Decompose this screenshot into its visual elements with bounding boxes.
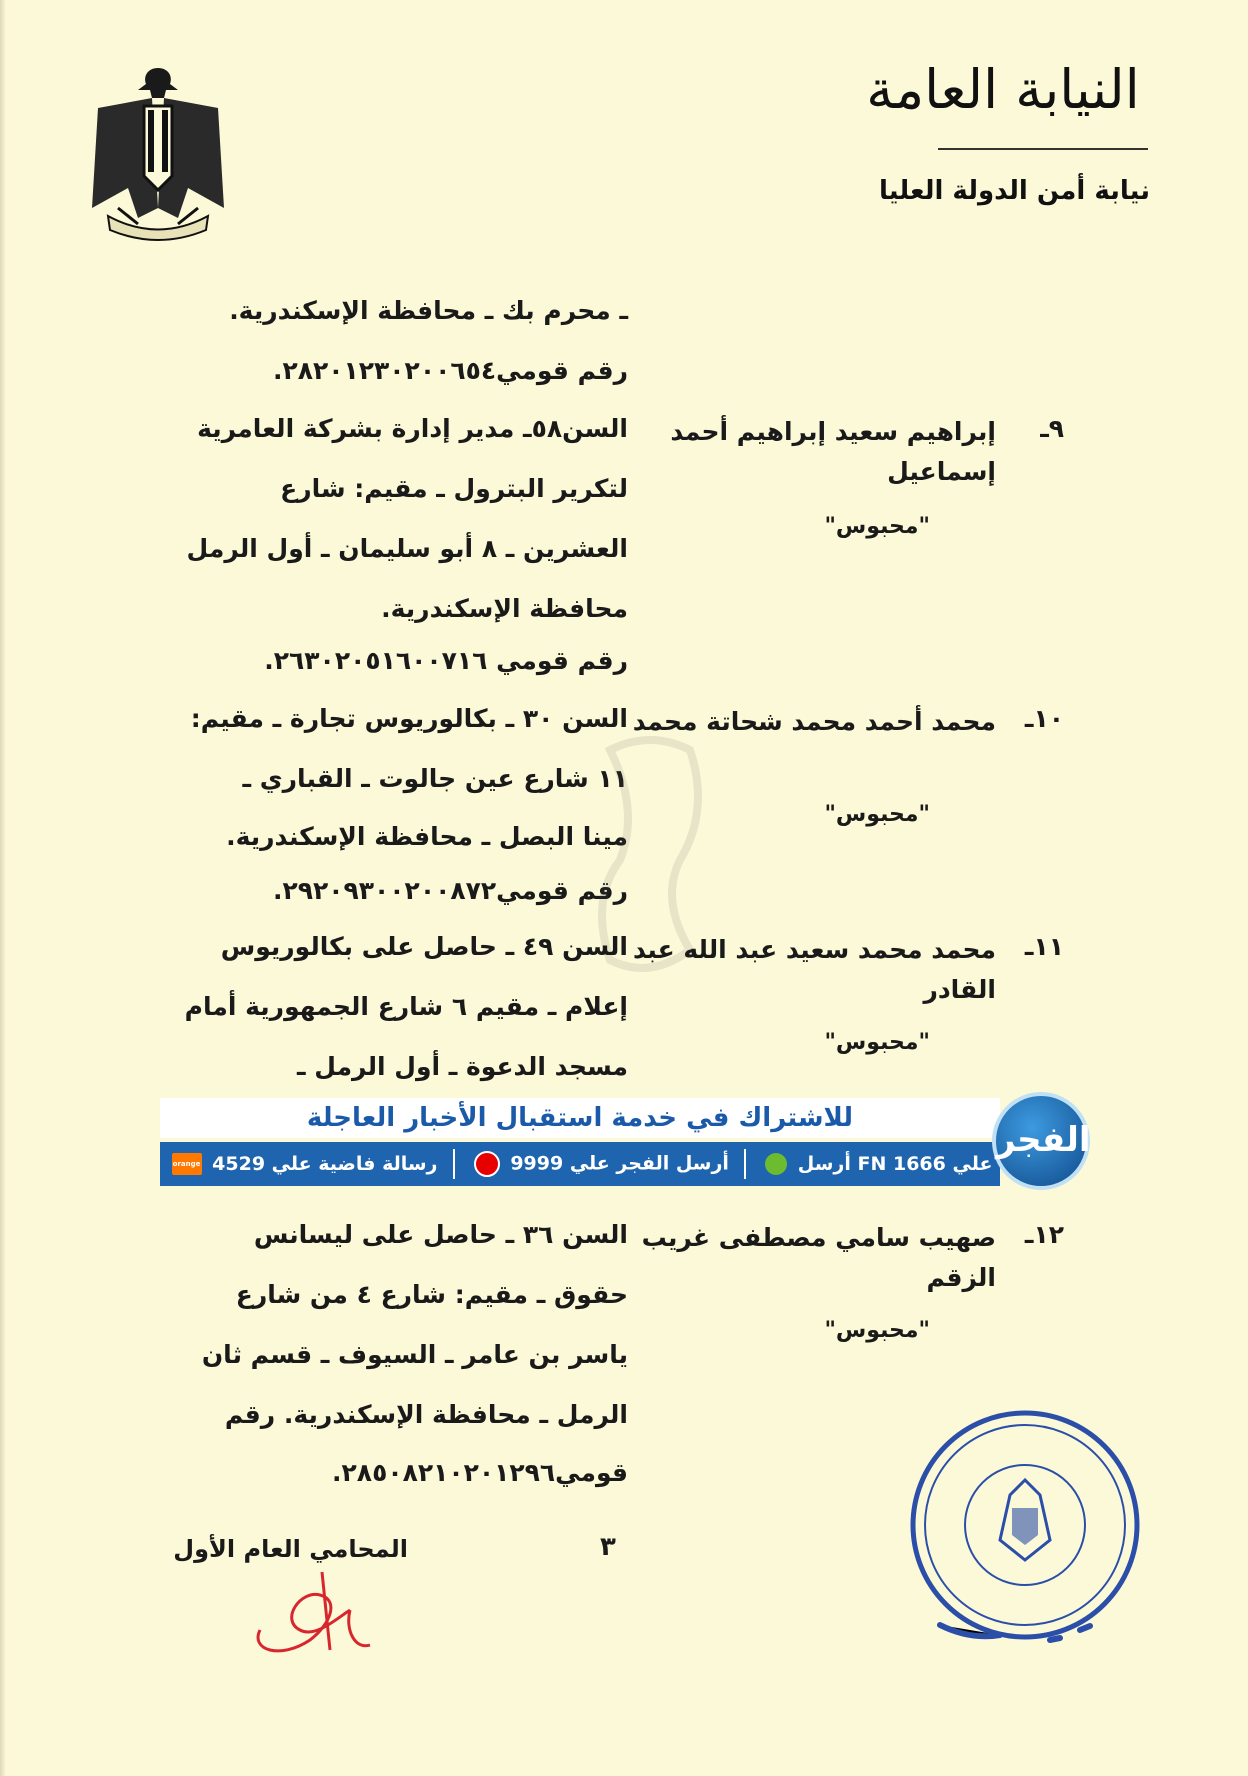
banner-separator: [453, 1149, 455, 1179]
orange-offer[interactable]: orange رسالة فاضية علي 4529: [172, 1152, 438, 1175]
page-edge-shadow: [0, 0, 6, 1776]
orange-icon: orange: [172, 1153, 202, 1175]
entry-9-name: إبراهيم سعيد إبراهيم أحمد إسماعيل: [670, 417, 996, 486]
vodafone-offer[interactable]: أرسل الفجر علي 9999: [470, 1151, 729, 1177]
entry-11-name: محمد محمد سعيد عبد الله عبد القادر: [632, 935, 996, 1004]
entry-11-detail-1: السن ٤٩ ـ حاصل على بكالوريوس: [220, 932, 628, 961]
page-number: ٣: [600, 1532, 616, 1562]
etisalat-offer[interactable]: أرسل FN علي 1666: [761, 1153, 992, 1176]
entry-11-detail-3: مسجد الدعوة ـ أول الرمل ـ: [297, 1052, 628, 1081]
entry-12-status: "محبوس": [824, 1318, 930, 1343]
entry-12-detail-3: ياسر بن عامر ـ السيوف ـ قسم ثان: [201, 1340, 628, 1369]
header-title: النيابة العامة: [866, 58, 1140, 121]
header-divider: [938, 148, 1148, 150]
banner-separator: [744, 1149, 746, 1179]
entry-10-status: "محبوس": [824, 802, 930, 827]
entry-9-status: "محبوس": [824, 514, 930, 539]
entry-10-detail-4: رقم قومي٢٩٢٠٩٣٠٠٢٠٠٨٧٢.: [272, 876, 628, 905]
entry-9-detail-4: محافظة الإسكندرية.: [381, 594, 628, 623]
continuation-line-2: رقم قومي٢٨٢٠١٢٣٠٢٠٠٦٥٤.: [272, 356, 628, 385]
banner-headline: للاشتراك في خدمة استقبال الأخبار العاجلة: [160, 1098, 1000, 1138]
continuation-line-1: ـ محرم بك ـ محافظة الإسكندرية.: [229, 296, 628, 325]
entry-9-detail-2: لتكرير البترول ـ مقيم: شارع: [280, 474, 628, 503]
entry-12-detail-5: قومي٢٨٥٠٨٢١٠٢٠١٢٩٦.: [332, 1458, 628, 1487]
entry-10-detail-3: مينا البصل ـ محافظة الإسكندرية.: [226, 822, 628, 851]
entry-12-detail-1: السن ٣٦ ـ حاصل على ليسانس: [253, 1220, 628, 1249]
entry-11-status: "محبوس": [824, 1030, 930, 1055]
entry-9-number: ٩ـ: [1040, 414, 1064, 443]
entry-11-number: ١١ـ: [1024, 932, 1064, 961]
entry-10-detail-1: السن ٣٠ ـ بكالوريوس تجارة ـ مقيم:: [190, 704, 628, 733]
entry-10-detail-2: ١١ شارع عين جالوت ـ القباري ـ: [242, 764, 628, 793]
vodafone-icon: [474, 1151, 500, 1177]
entry-9-detail-5: رقم قومي ٢٦٣٠٢٠٥١٦٠٠٧١٦.: [264, 646, 628, 675]
subscription-banner[interactable]: [160, 1098, 1090, 1190]
etisalat-icon: [765, 1153, 787, 1175]
banner-operators-bar: [160, 1142, 1000, 1186]
signatory-title: المحامي العام الأول: [173, 1535, 408, 1563]
entry-12-name: صهيب سامي مصطفى غريب الزقم: [641, 1223, 996, 1292]
entry-12-detail-4: الرمل ـ محافظة الإسكندرية. رقم: [224, 1400, 628, 1429]
official-seal-icon: [900, 1400, 1150, 1660]
header-subtitle: نيابة أمن الدولة العليا: [879, 176, 1150, 206]
handwritten-signature-icon: [240, 1560, 390, 1680]
entry-11-detail-2: إعلام ـ مقيم ٦ شارع الجمهورية أمام: [184, 992, 628, 1021]
eagle-emblem-icon: [88, 58, 228, 244]
entry-10-name: محمد أحمد محمد شحاتة محمد: [632, 707, 996, 736]
entry-12-detail-2: حقوق ـ مقيم: شارع ٤ من شارع: [235, 1280, 628, 1309]
alfagr-logo[interactable]: الفجر: [992, 1092, 1090, 1190]
entry-10-number: ١٠ـ: [1024, 704, 1064, 733]
entry-12-number: ١٢ـ: [1024, 1220, 1064, 1249]
entry-9-detail-3: العشرين ـ ٨ أبو سليمان ـ أول الرمل: [186, 534, 628, 563]
entry-9-detail-1: السن٥٨ـ مدير إدارة بشركة العامرية: [197, 414, 628, 443]
